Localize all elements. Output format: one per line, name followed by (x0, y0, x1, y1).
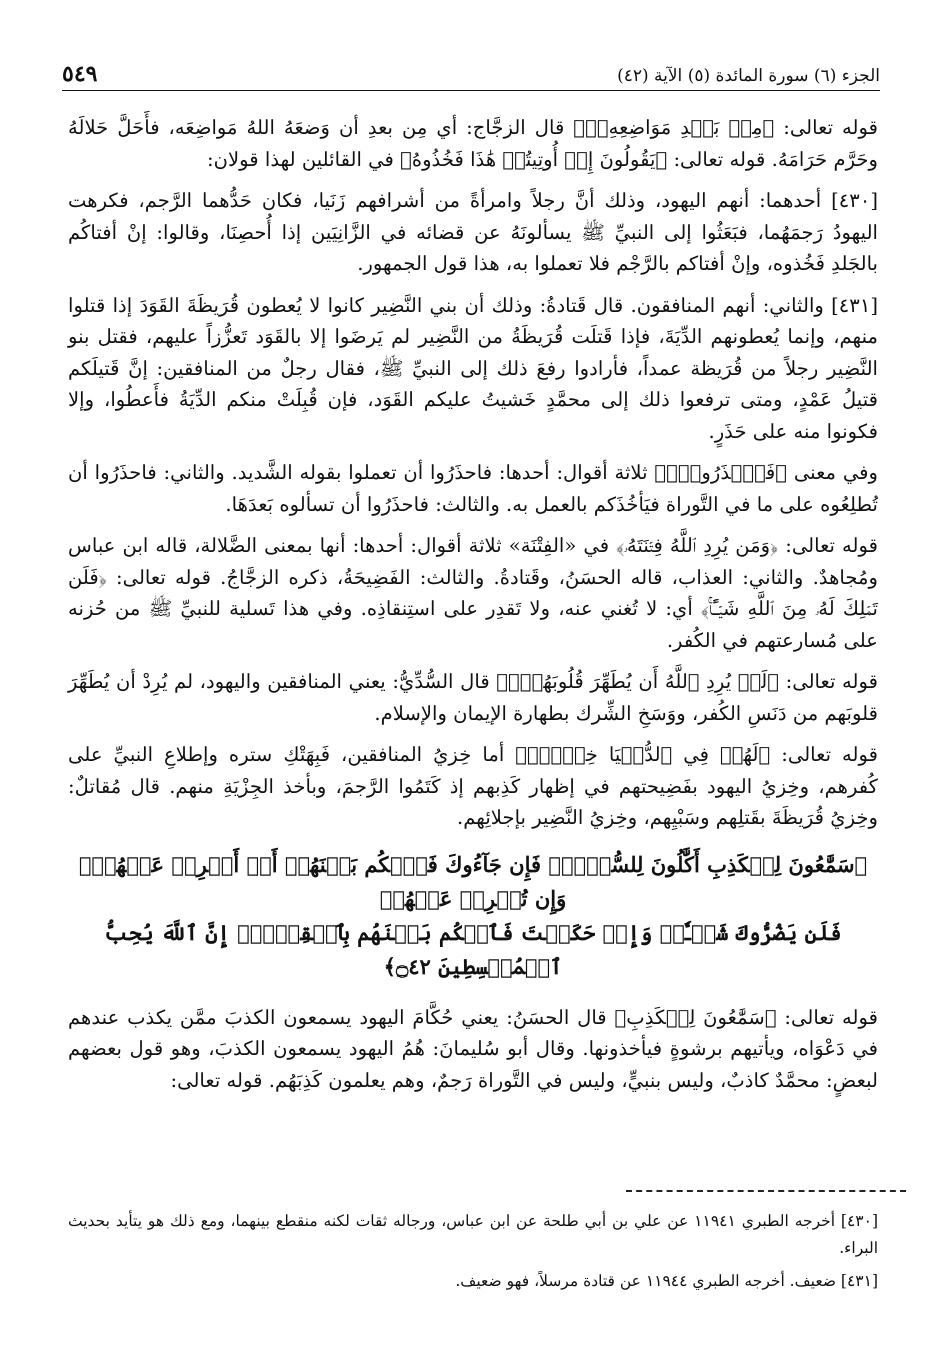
paragraph: قوله تعالى: ﴿لَمۡ يُرِدِ ٱللَّهُ أَن يُطَهِّرَ قُلُوبَهُمۡۚ﴾ قال السُّدِّيُّ: يعني المنافقين واليهود، لم يُرِدْ أن يُطَهِّرَ قلوبَهم من دَنَسِ الكُفر، ووَسَخِ الشِّرك بطهارة الإيمان والإسلام. (68, 670, 878, 725)
verse-line: ﴿سَمَّٰعُونَ لِلۡكَذِبِ أَكَّٰلُونَ لِلسُّحۡتِۚ فَإِن جَآءُوكَ فَٱحۡكُم بَيۡنَهُمۡ أَوۡ أَعۡرِضۡ عَنۡهُمۡۖ وَإِن تُعۡرِضۡ عَنۡهُمۡ (78, 851, 868, 911)
page-number: ٥٤٩ (62, 61, 98, 87)
footnote: [٤٣٠] أخرجه الطبري ١١٩٤١ عن علي بن أبي طلحة عن ابن عباس، ورجاله ثقات لكنه منقطع بينهما، ومع ذلك هو يتأيد بحديث البراء. (68, 1212, 879, 1257)
verse-line: فَلَن يَضُرُّوكَ شَيۡـٔٗاۖ وَإِنۡ حَكَمۡتَ فَٱحۡكُم بَيۡنَهُم بِٱلۡقِسۡطِۚ إِنَّ ٱللَّهَ يُحِبُّ ٱلۡمُقۡسِطِينَ ۝٤٢﴾ (104, 919, 842, 979)
paragraph: وفي معنى ﴿فَٱحۡذَرُواْۚ﴾ ثلاثة أقوال: أحدها: فاحذَرُوا أن تعملوا بقوله الشَّديد. والثاني: فاحذَرُوا أن تُطلِعُوه على ما في التَّوراة فيَأخُذَكم بالعمل به. والثالث: فاحذَرُوا أن تسألوه بَعدَهَا. (68, 461, 878, 516)
page-header (62, 56, 880, 91)
paragraph: [٤٣٠] أحدهما: أنهم اليهود، وذلك أنَّ رجلاً وامرأةً من أشرافهم زَنَيا، فكان حَدُّهما الرَّجم، فكرهت اليهودُ رَجمَهُما، فبَعَثُوا إلى النبيِّ ﷺ يسألونَهُ عن قضائه في الزَّانِيَين إذا أُحصِنَا، وقالوا: إنْ أفتاكُم بالجَلدِ فَخُذوه، وإنْ أفتاكم بالرَّجْم فلا تعملوا به، هذا قول الجمهور. (68, 189, 878, 275)
footnote-separator (626, 1190, 906, 1192)
paragraph: قوله تعالى: ﴿وَمَن يُرِدِ ٱللَّهُ فِتۡنَتَهُۥ﴾ في «الفِتْنَة» ثلاثة أقوال: أحدها: أنها بمعنى الضَّلالة، قاله ابن عباس ومُجاهدٌ. والثاني: العذاب، قاله الحسَنُ، وقَتادةُ. والثالث: الفَضِيحَةُ، ذكره الزجَّاجُ. قوله تعالى: ﴿فَلَن تَمۡلِكَ لَهُۥ مِنَ ٱللَّهِ شَيۡـًٔاۚ﴾ أي: لا تُغني عنه، ولا تَقدِر على استِنقاذِه. وفي هذا تَسلية للنبيِّ ﷺ من حُزنه على مُسارعتهم في الكُفر. (68, 534, 878, 652)
quran-verse (68, 848, 878, 984)
paragraph: [٤٣١] والثاني: أنهم المنافقون. قال قَتادةُ: وذلك أن بني النَّضِير كانوا لا يُعطون قُرَيظَةَ القَوَدَ إذا قتلوا منهم، وإنما يُعطونهم الدِّيَةَ، فإذا قَتلَت قُرَيظَةُ من النَّضِير لم يَرضَوا إلا بالقَوَد تَعزُّزاً عليهم، فقتل بنو النَّضِير رجلاً من قُرَيظة عمداً، فأرادوا رفعَ ذلك إلى النبيِّ ﷺ، فقال رجلٌ من المنافقين: إنَّ قَتيلَكم قتيلُ عَمْدٍ، ومتى ترفعوا ذلك إلى محمَّدٍ خَشيتُ عليكم القَوَد، فإن قُبِلَتْ منكم الدِّيَةُ فأَعطُوا، وإلا فكونوا منه على حَذَرٍ. (68, 293, 878, 443)
paragraph: قوله تعالى: ﴿مِنۢ بَعۡدِ مَوَاضِعِهِۦۖ﴾ قال الزجَّاج: أي مِن بعدِ أن وَضعَهُ اللهُ مَواضِعَه، فأَحَلَّ حَلالَهُ وحَرَّم حَرَامَهُ. قوله تعالى: ﴿يَقُولُونَ إِنۡ أُوتِيتُمۡ هَٰذَا فَخُذُوهُ﴾ في القائلين لهذا قولان: (68, 116, 878, 171)
running-title: الجزء (٦) سورة المائدة (٥) الآية (٤٢) (617, 66, 880, 86)
paragraph: قوله تعالى: ﴿لَهُمۡ فِي ٱلدُّنۡيَا خِزۡيٞۖ﴾ أما خِزيُ المنافقين، فَبِهَتْكِ ستره وإطلاعِ النبيِّ على كُفرهم، وخِزيُ اليهود بفَضِيحتهم في إظهار كَذِبهم إذ كَتَمُوا الرَّجمَ، وبأخذ الجِزْيَةِ منهم. قال مُقاتلٌ: وخِزيُ قُرَيظَةَ بقَتلِهم وسَبْيِهم، وخِزيُ النَّضِير بإجلائِهم. (68, 743, 878, 829)
footnotes (68, 1208, 878, 1301)
paragraph: قوله تعالى: ﴿سَمَّٰعُونَ لِلۡكَذِبِ﴾ قال الحسَنُ: يعني حُكَّامَ اليهود يسمعون الكذبَ ممَّن يكذب عندهم في دَعْوَاه، ويأتيهم برشوةٍ فيأخذونها. وقال أبو سُليمانَ: هُمُ اليهود يسمعون الكذبَ، وهو قول بعضهم لبعضٍ: محمَّدٌ كاذبٌ، وليس بنبيٍّ، وليس في التَّوراة رَجمٌ، وهم يعلمون كَذِبَهُم. قوله تعالى: (68, 1005, 878, 1092)
main-text (68, 112, 878, 1106)
footnote: [٤٣١] ضعيف. أخرجه الطبري ١١٩٤٤ عن قتادة مرسلاً، فهو ضعيف. (455, 1272, 878, 1290)
